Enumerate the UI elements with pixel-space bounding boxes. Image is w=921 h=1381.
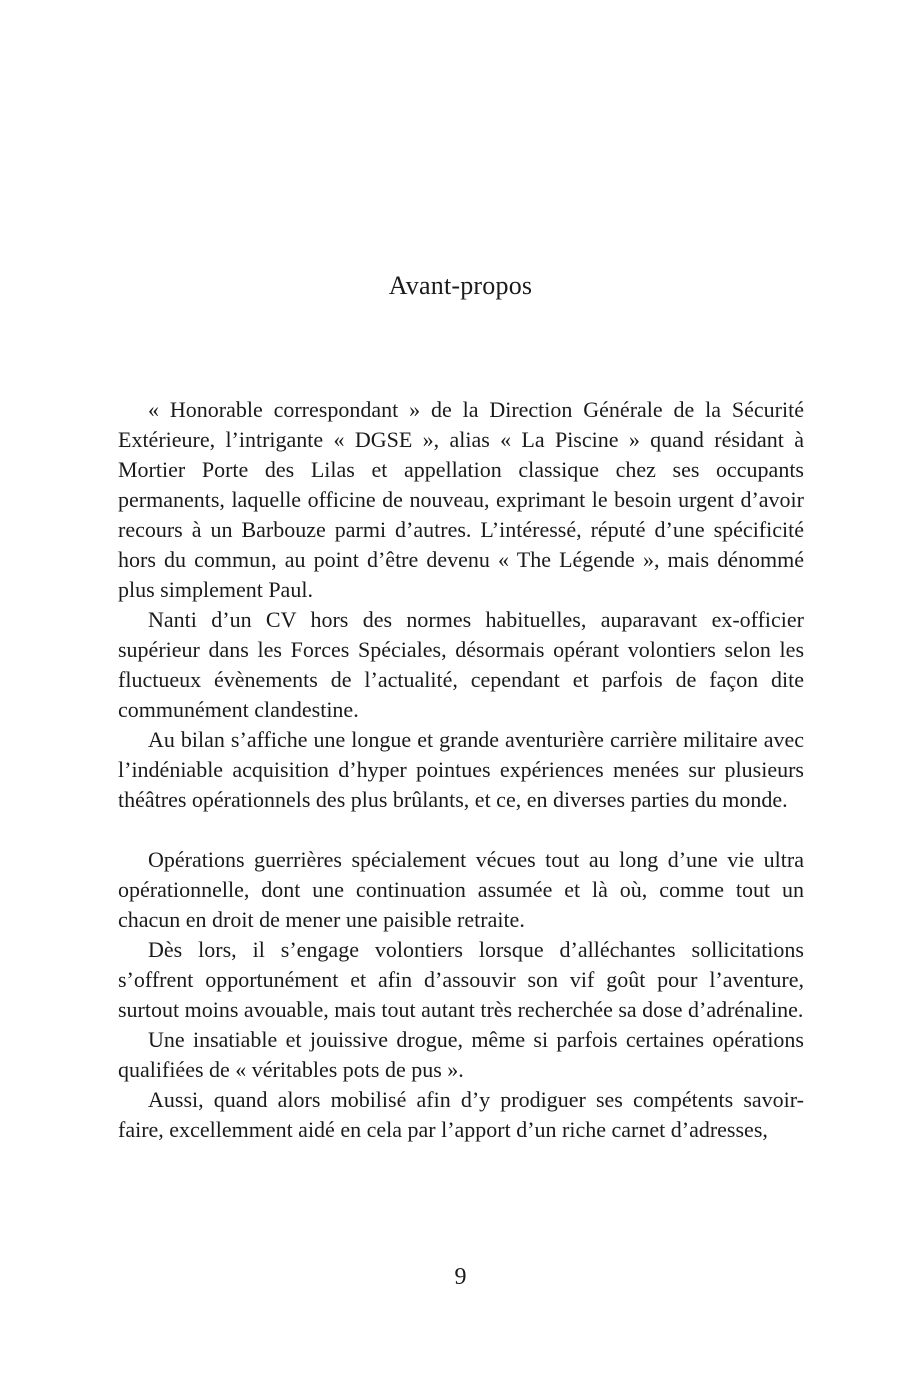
body-text (118, 395, 804, 1145)
chapter-title: Avant-propos (388, 271, 533, 300)
paragraph: Nanti d’un CV hors des normes habituelles, auparavant ex-officier supérieur dans les Forces Spéciales, désormais opérant volontiers selon les fluctueux évènements de l’actualité, cependant et parfois de façon dite communément clandestine. (118, 607, 804, 722)
paragraph: Aussi, quand alors mobilisé afin d’y prodiguer ses compétents savoir-faire, excellemment aidé en cela par l’apport d’un riche carnet d’adresses, (118, 1087, 804, 1142)
page-number: 9 (454, 1264, 467, 1290)
paragraph: Opérations guerrières spécialement vécues tout au long d’une vie ultra opérationnelle, dont une continuation assumée et là où, comme tout un chacun en droit de mener une paisible retraite. (118, 847, 804, 932)
paragraph: Au bilan s’affiche une longue et grande aventurière carrière militaire avec l’indéniable acquisition d’hyper pointues expériences menées sur plusieurs théâtres opérationnels des plus brûlants, et ce, en diverses parties du monde. (118, 727, 804, 812)
paragraph: Une insatiable et jouissive drogue, même si parfois certaines opérations qualifiées de « véritables pots de pus ». (118, 1027, 804, 1082)
paragraph: « Honorable correspondant » de la Direction Générale de la Sécurité Extérieure, l’intrigante « DGSE », alias « La Piscine » quand résidant à Mortier Porte des Lilas et appellation classique chez ses occupants permanents, laquelle officine de nouveau, exprimant le besoin urgent d’avoir recours à un Barbouze parmi d’autres. L’intéressé, réputé d’une spécificité hors du commun, au point d’être devenu « The Légende », mais dénommé plus simplement Paul. (118, 397, 804, 602)
section-break (118, 815, 804, 845)
paragraph: Dès lors, il s’engage volontiers lorsque d’alléchantes sollicitations s’offrent opportunément et afin d’assouvir son vif goût pour l’aventure, surtout moins avouable, mais tout autant très recherchée sa dose d’adrénaline. (118, 937, 804, 1022)
